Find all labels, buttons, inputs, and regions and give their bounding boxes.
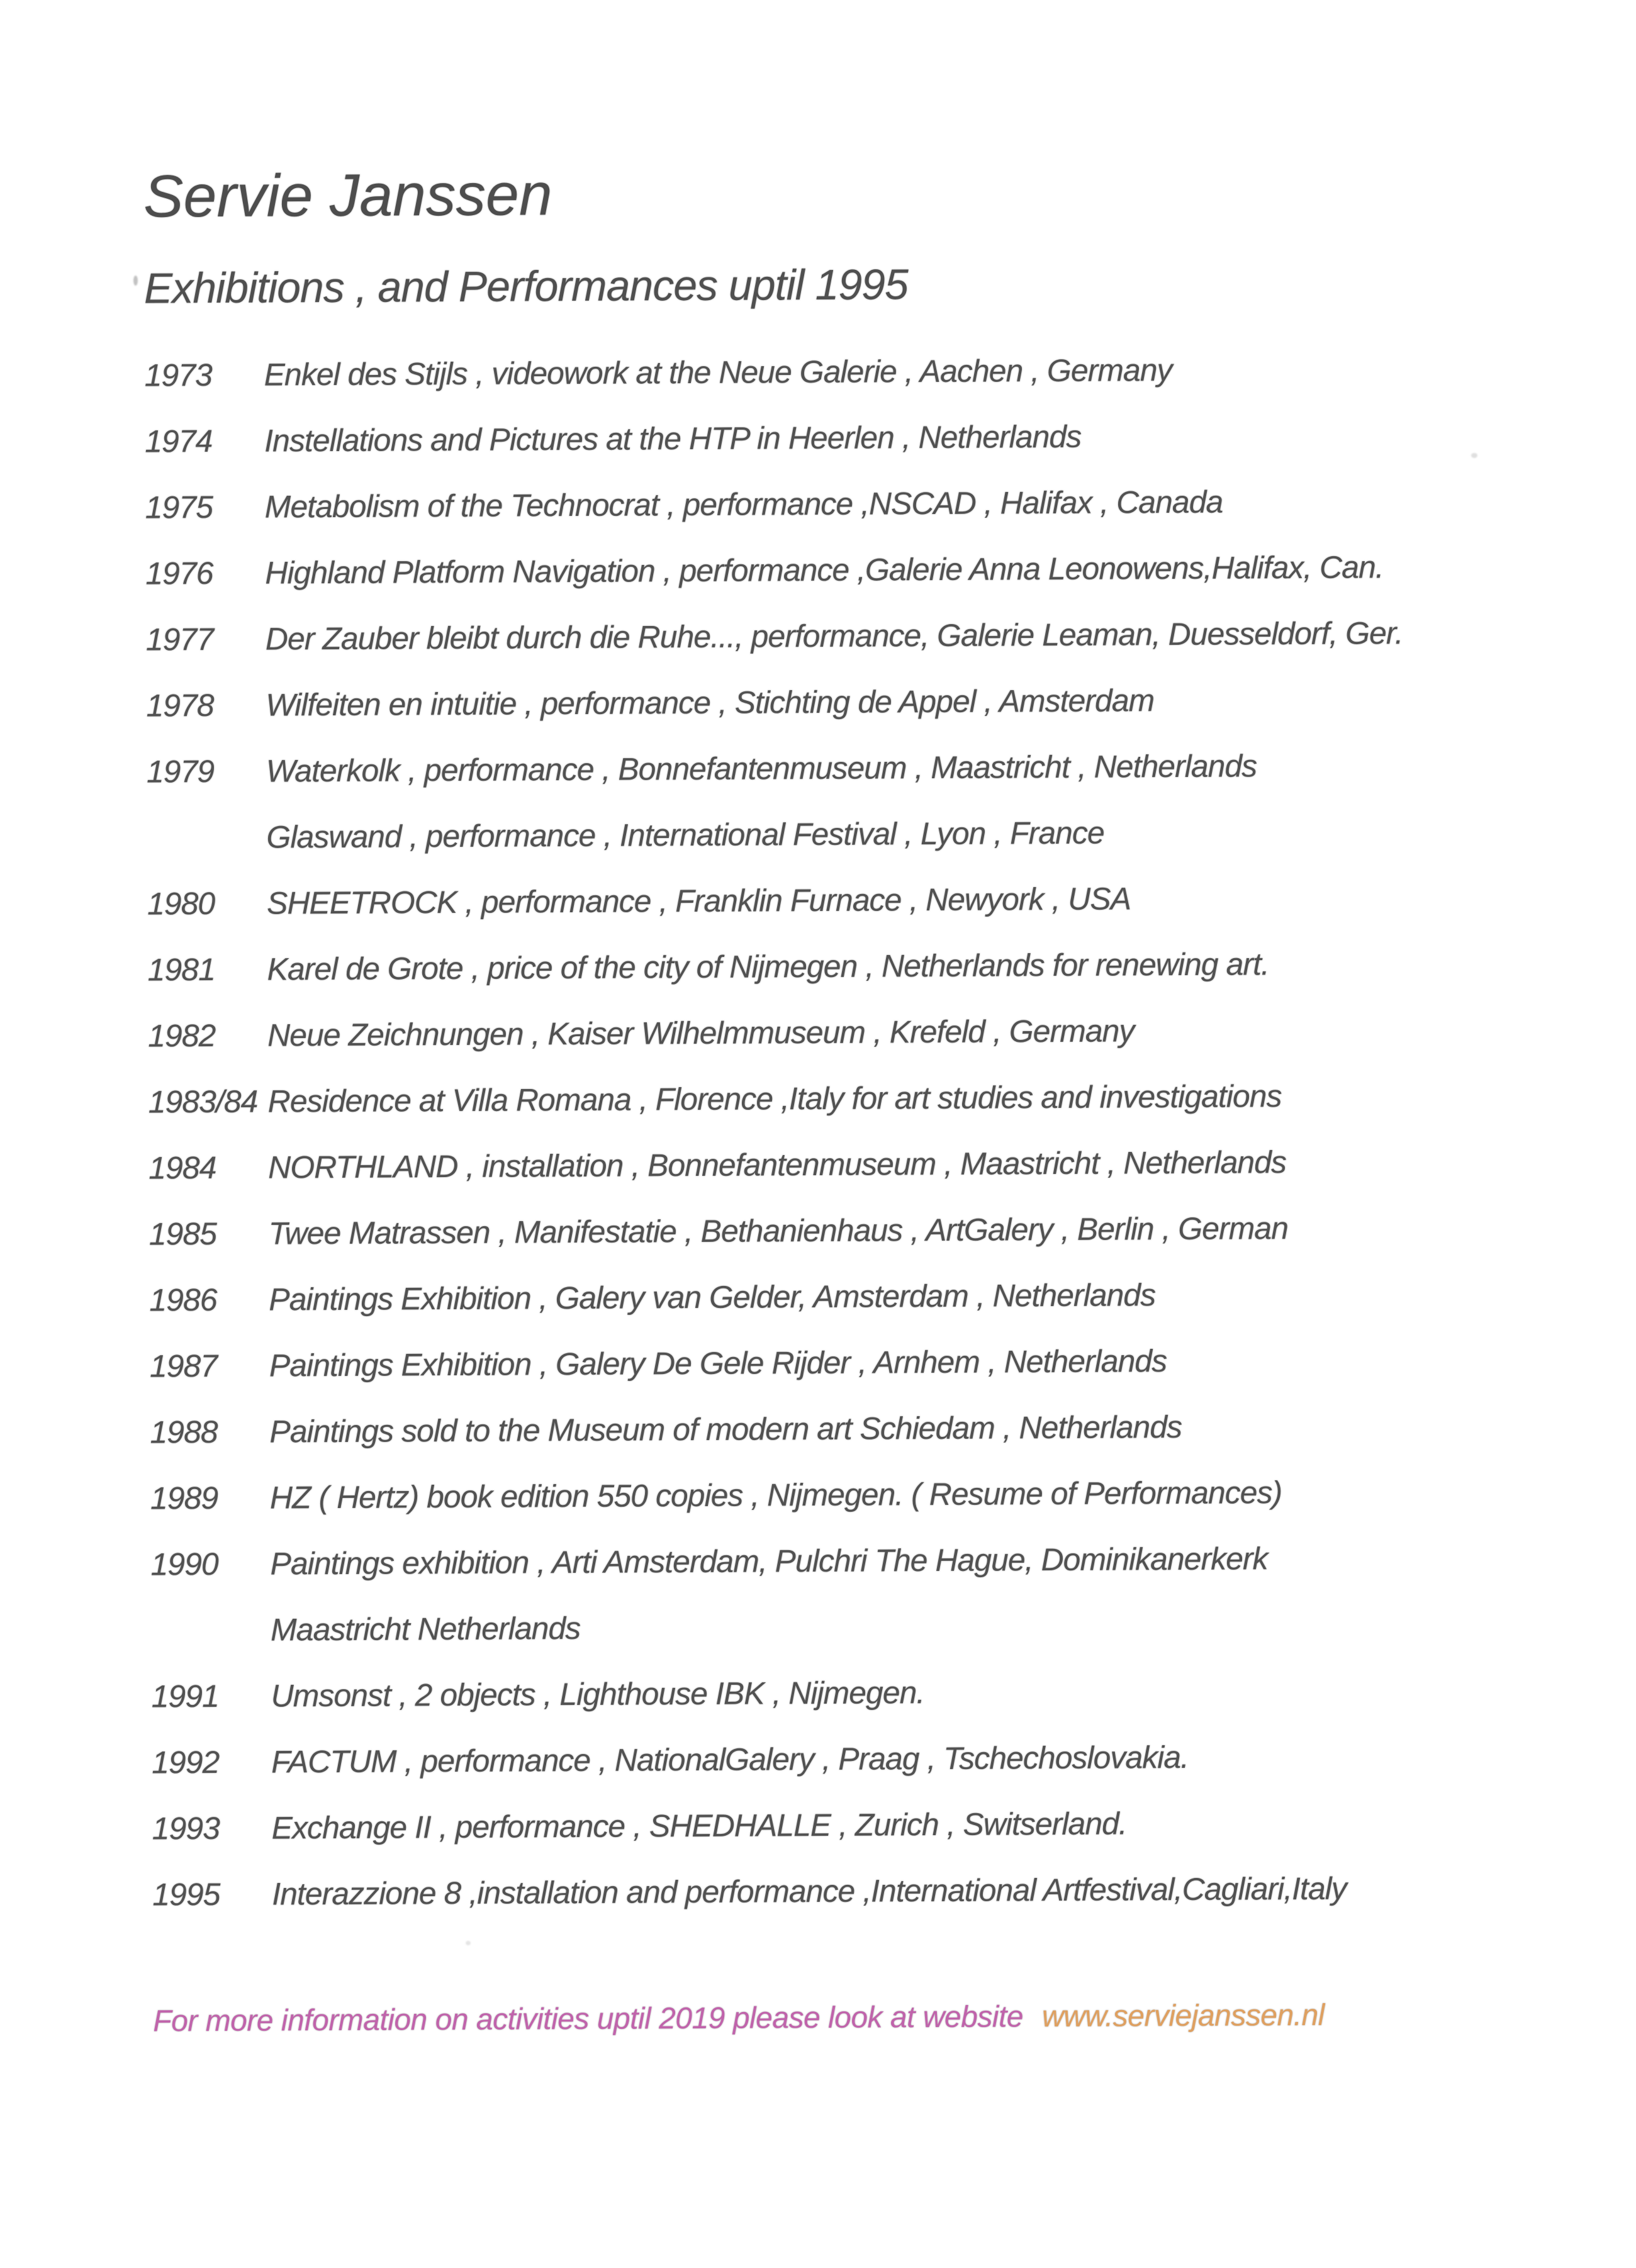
exhibition-line: NORTHLAND , installation , Bonnefantenmuseum , Maastricht , Netherlands bbox=[268, 1144, 1287, 1185]
exhibition-year: 1985 bbox=[148, 1215, 217, 1252]
exhibition-line: Instellations and Pictures at the HTP in Heerlen , Netherlands bbox=[264, 418, 1082, 459]
exhibition-line: Enkel des Stijls , videowork at the Neue Galerie , Aachen , Germany bbox=[264, 352, 1172, 393]
exhibition-year: 1973 bbox=[144, 357, 212, 393]
exhibition-description bbox=[267, 930, 1542, 1003]
website-link[interactable]: www.serviejanssen.nl bbox=[1041, 1998, 1325, 2033]
exhibition-line: Paintings Exhibition , Galery De Gele Rijder , Arnhem , Netherlands bbox=[269, 1343, 1167, 1383]
exhibition-year: 1991 bbox=[151, 1678, 219, 1714]
exhibition-year: 1976 bbox=[145, 555, 213, 591]
exhibition-year: 1993 bbox=[152, 1810, 220, 1846]
exhibition-row bbox=[148, 1194, 1543, 1268]
exhibition-year: 1984 bbox=[148, 1149, 216, 1186]
exhibition-description bbox=[268, 1128, 1543, 1201]
exhibition-year: 1992 bbox=[152, 1744, 220, 1780]
exhibition-description bbox=[267, 864, 1542, 937]
exhibition-row bbox=[145, 401, 1539, 475]
exhibition-line: Umsonst , 2 objects , Lighthouse IBK , Nijmegen. bbox=[271, 1674, 925, 1714]
exhibition-year: 1987 bbox=[149, 1348, 218, 1384]
exhibition-description bbox=[267, 1062, 1542, 1135]
exhibition-row bbox=[150, 1392, 1544, 1466]
exhibition-line: Interazzione 8 ,installation and performance ,International Artfestival,Cagliari,Italy bbox=[272, 1870, 1347, 1912]
exhibition-year: 1979 bbox=[146, 753, 215, 790]
exhibition-description bbox=[269, 1260, 1544, 1333]
exhibition-year: 1986 bbox=[149, 1282, 217, 1318]
footer-note-text: For more information on activities uptil 2019 please look at website bbox=[153, 2000, 1024, 2038]
footer bbox=[153, 1981, 1547, 2055]
exhibition-description bbox=[269, 1392, 1544, 1465]
exhibition-year: 1977 bbox=[145, 621, 214, 657]
exhibition-row bbox=[148, 1128, 1543, 1202]
exhibition-row bbox=[151, 1656, 1545, 1730]
exhibition-description bbox=[268, 1194, 1543, 1267]
exhibition-year: 1981 bbox=[147, 951, 215, 988]
exhibition-row bbox=[145, 533, 1540, 607]
exhibition-description bbox=[264, 467, 1539, 540]
exhibition-row bbox=[152, 1723, 1546, 1796]
page-title: Servie Janssen bbox=[143, 161, 552, 230]
exhibition-year: 1990 bbox=[150, 1546, 218, 1582]
exhibition-line: FACTUM , performance , NationalGalery , Praag , Tschechoslovakia. bbox=[271, 1739, 1189, 1780]
exhibition-row bbox=[147, 732, 1541, 871]
exhibition-row bbox=[150, 1326, 1544, 1400]
exhibition-description bbox=[271, 1656, 1545, 1729]
exhibition-row bbox=[146, 600, 1540, 673]
exhibition-line: Wilfeiten en intuitie , performance , Stichting de Appel , Amsterdam bbox=[266, 682, 1155, 723]
exhibition-line: Paintings Exhibition , Galery van Gelder, Amsterdam , Netherlands bbox=[269, 1276, 1156, 1317]
exhibition-row bbox=[148, 996, 1542, 1070]
exhibition-description bbox=[269, 1326, 1544, 1399]
scan-speck bbox=[133, 276, 138, 286]
exhibition-row bbox=[150, 1524, 1545, 1664]
exhibition-row bbox=[145, 467, 1539, 541]
exhibition-year: 1982 bbox=[147, 1017, 216, 1054]
exhibition-description bbox=[266, 732, 1541, 871]
exhibition-line: Highland Platform Navigation , performance ,Galerie Anna Leonowens,Halifax, Can. bbox=[265, 549, 1384, 591]
exhibition-description bbox=[270, 1524, 1545, 1663]
exhibition-row bbox=[149, 1260, 1544, 1334]
exhibition-year: 1980 bbox=[147, 885, 215, 922]
exhibition-year: 1983/84 bbox=[148, 1083, 258, 1120]
exhibition-description bbox=[271, 1789, 1546, 1862]
exhibition-year: 1988 bbox=[150, 1414, 218, 1450]
exhibition-row bbox=[147, 930, 1542, 1003]
exhibition-row bbox=[147, 864, 1542, 937]
exhibition-description bbox=[265, 533, 1540, 606]
exhibition-year: 1995 bbox=[152, 1876, 220, 1913]
exhibition-line: Der Zauber bleibt durch die Ruhe..., performance, Galerie Leaman, Duesseldorf, Ger. bbox=[265, 615, 1403, 657]
exhibition-description bbox=[267, 996, 1542, 1069]
exhibition-line: Karel de Grote , price of the city of Nijmegen , Netherlands for renewing art. bbox=[267, 946, 1269, 987]
exhibition-row bbox=[148, 1062, 1542, 1136]
exhibition-row bbox=[150, 1458, 1545, 1532]
exhibition-row bbox=[144, 335, 1538, 409]
exhibition-line: HZ ( Hertz) book edition 550 copies , Nijmegen. ( Resume of Performances) bbox=[269, 1474, 1282, 1516]
page-subtitle: Exhibitions , and Performances uptil 1995 bbox=[143, 260, 909, 313]
scan-speck bbox=[466, 1941, 471, 1945]
exhibition-row bbox=[152, 1789, 1546, 1862]
exhibition-description bbox=[272, 1855, 1547, 1928]
exhibition-line: Exchange II , performance , SHEDHALLE , Zurich , Switserland. bbox=[271, 1806, 1127, 1846]
exhibition-description bbox=[264, 335, 1538, 408]
exhibition-line: Glaswand , performance , International Festival , Lyon , France bbox=[266, 815, 1104, 855]
exhibition-description bbox=[266, 600, 1540, 673]
exhibition-line: Paintings sold to the Museum of modern art Schiedam , Netherlands bbox=[269, 1409, 1182, 1450]
exhibition-row bbox=[152, 1855, 1547, 1928]
exhibition-list bbox=[144, 335, 1546, 1928]
exhibition-year: 1989 bbox=[150, 1480, 218, 1516]
exhibition-year: 1978 bbox=[146, 687, 214, 723]
exhibition-line: SHEETROCK , performance , Franklin Furnace , Newyork , USA bbox=[266, 881, 1131, 921]
exhibition-year: 1974 bbox=[145, 423, 213, 459]
exhibition-line: Residence at Villa Romana , Florence ,Italy for art studies and investigations bbox=[267, 1078, 1282, 1119]
scan-speck bbox=[1471, 453, 1477, 458]
exhibition-description bbox=[270, 1458, 1545, 1531]
exhibition-line: Paintings exhibition , Arti Amsterdam, Pulchri The Hague, Dominikanerkerk bbox=[270, 1541, 1268, 1582]
exhibition-line: Waterkolk , performance , Bonnefantenmuseum , Maastricht , Netherlands bbox=[266, 748, 1257, 789]
exhibition-year: 1975 bbox=[145, 489, 213, 525]
exhibition-line: Maastricht Netherlands bbox=[270, 1610, 581, 1648]
exhibition-line: Neue Zeichnungen , Kaiser Wilhelmmuseum , Krefeld , Germany bbox=[267, 1013, 1135, 1053]
exhibition-line: Metabolism of the Technocrat , performance ,NSCAD , Halifax , Canada bbox=[264, 484, 1223, 525]
exhibition-row bbox=[146, 666, 1540, 739]
exhibition-description bbox=[264, 401, 1539, 474]
exhibition-description bbox=[271, 1723, 1546, 1796]
exhibition-description bbox=[266, 666, 1540, 739]
exhibition-line: Twee Matrassen , Manifestatie , Bethanienhaus , ArtGalery , Berlin , German bbox=[268, 1210, 1289, 1251]
